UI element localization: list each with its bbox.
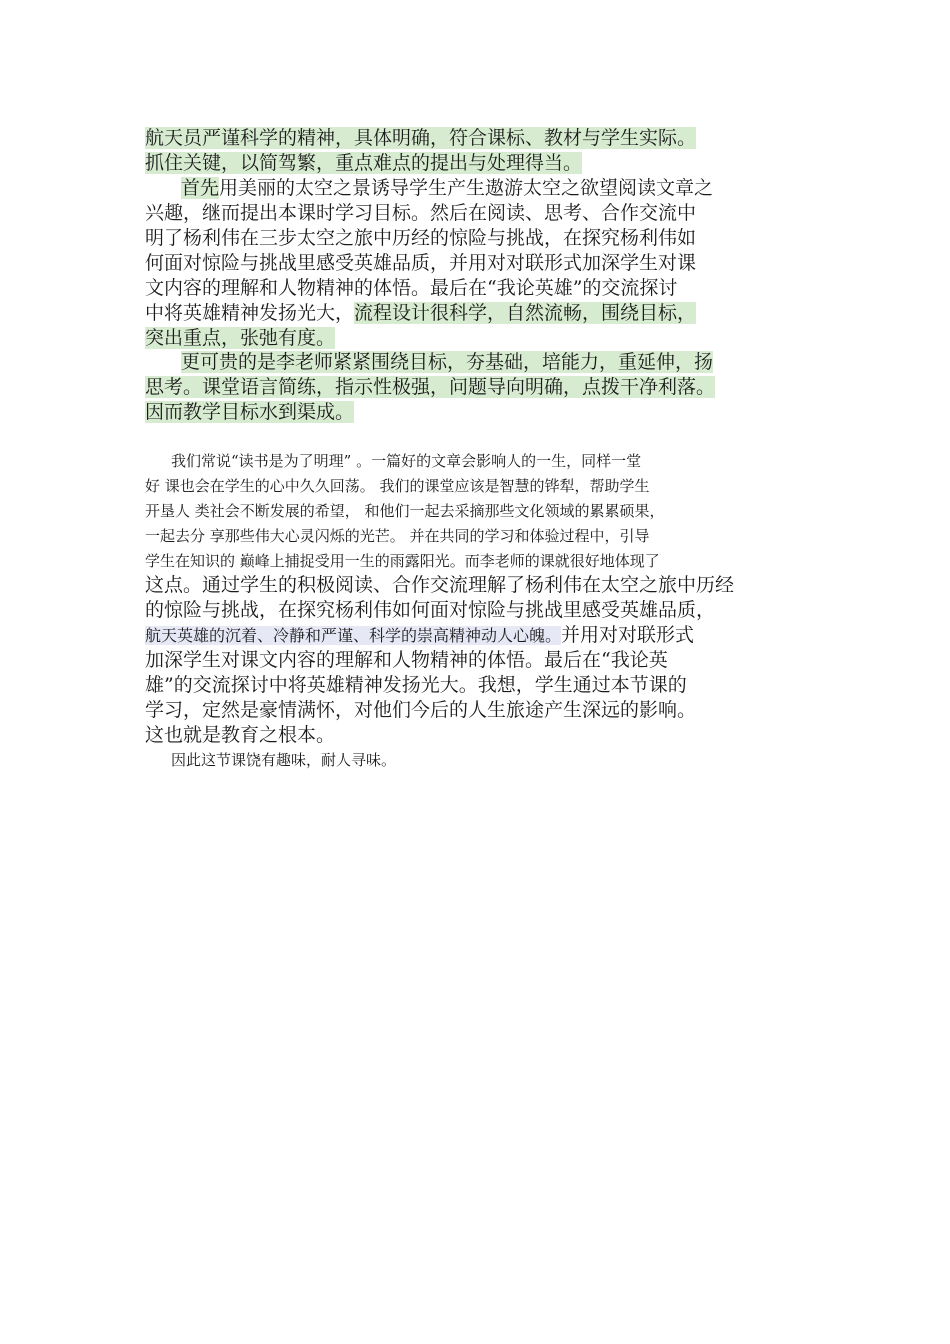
text-line [145,623,694,647]
text-line: 开垦人 类社会不断发展的希望， 和他们一起去采摘那些文化领域的累累硕果， [145,502,665,520]
text-line: 学习，定然是豪情满怀，对他们今后的人生旅途产生深远的影响。 [145,699,697,721]
text-line: 加深学生对课文内容的理解和人物精神的体悟。最后在“我论英 [145,649,668,671]
highlighted-text: 因而教学目标水到渠成。 [145,401,355,423]
text-line: 因此这节课饶有趣味，耐人寻味。 [171,751,397,769]
text-line: 好 课也会在学生的心中久久回荡。 我们的课堂应该是智慧的铧犁，帮助学生 [145,477,650,495]
highlighted-text: 突出重点，张弛有度。 [145,327,336,349]
text-line [145,375,715,399]
text-line: 文内容的理解和人物精神的体悟。最后在“我论英雄”的交流探讨 [145,277,678,299]
text-line: 学生在知识的 巅峰上捕捉受用一生的雨露阳光。而李老师的课就很好地体现了 [145,552,660,570]
text-line [145,126,696,150]
text-span: 并用对对联形式 [561,624,695,646]
text-line: 何面对惊险与挑战里感受英雄品质，并用对对联形式加深学生对课 [145,252,697,274]
highlighted-text: 首先 [181,177,220,199]
text-span: 用美丽的太空之景诱导学生产生遨游太空之欲望阅读文章之 [219,177,714,199]
text-line: 兴趣，继而提出本课时学习目标。然后在阅读、思考、合作交流中 [145,202,697,224]
text-line [145,326,335,350]
text-line: 的惊险与挑战，在探究杨利伟如何面对惊险与挑战里感受英雄品质， [145,599,716,621]
text-line: 雄”的交流探讨中将英雄精神发扬光大。我想，学生通过本节课的 [145,674,687,696]
text-line [145,151,582,175]
highlighted-text: 思考。课堂语言简练，指示性极强，问题导向明确，点拨干净利落。 [145,376,716,398]
highlighted-text: 抓住关键，以简驾繁，重点难点的提出与处理得当。 [145,152,583,174]
highlighted-text: 更可贵的是李老师紧紧围绕目标，夯基础，培能力，重延伸，扬 [181,351,714,373]
highlighted-text: 航天英雄的沉着、冷静和严谨、科学的崇高精神动人心魄。 [145,626,562,645]
highlighted-text: 流程设计很科学，自然流畅，围绕目标， [354,302,697,324]
text-line: 一起去分 享那些伟大心灵闪烁的光芒。 并在共同的学习和体验过程中，引导 [145,527,650,545]
text-line: 这也就是教育之根本。 [145,724,336,746]
highlighted-text: 航天员严谨科学的精神，具体明确，符合课标、教材与学生实际。 [145,127,697,149]
text-line: 这点。通过学生的积极阅读、合作交流理解了杨利伟在太空之旅中历经 [145,574,735,596]
text-span: 中将英雄精神发扬光大， [145,302,355,324]
text-line [145,301,696,325]
text-line [181,350,713,374]
text-line: 我们常说“读书是为了明理” 。一篇好的文章会影响人的一生，同样一堂 [171,452,642,470]
text-line [145,400,354,424]
text-line [181,176,713,200]
text-line: 明了杨利伟在三步太空之旅中历经的惊险与挑战，在探究杨利伟如 [145,227,697,249]
